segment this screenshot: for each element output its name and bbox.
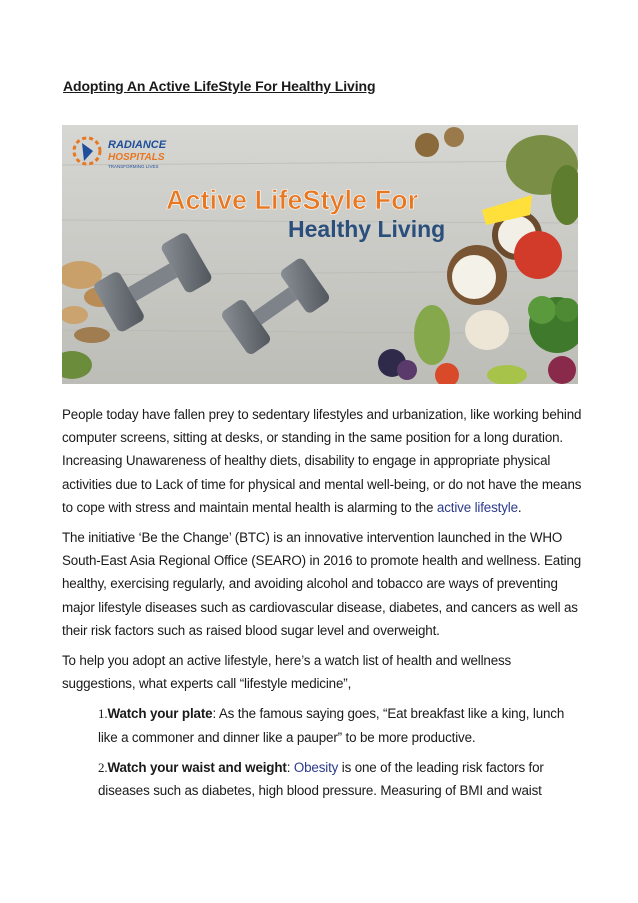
paragraph-1-end: . xyxy=(517,499,522,515)
paragraph-1-text: People today have fallen prey to sedentary lifestyles and urbanization, like working behind computer screens, sitting at desks, or standing in the same position for a long duration. Increasing Unawareness of healthy diets, disability to engage in appropriate physical activities due to Lack of time for physical and mental well-being, or do not have the means to cope with stress and maintain mental health is alarming to the xyxy=(62,407,582,515)
active-lifestyle-link[interactable]: active lifestyle xyxy=(436,499,518,515)
hero-image xyxy=(62,125,578,384)
article-body xyxy=(62,403,582,809)
list-heading: Watch your waist and weight xyxy=(107,759,287,775)
page-title: Adopting An Active LifeStyle For Healthy Living xyxy=(63,78,376,94)
list-number: 2. xyxy=(98,759,108,775)
list-heading: Watch your plate xyxy=(107,706,213,722)
hero-headline-line2: Healthy Living xyxy=(288,216,446,242)
list-text: is one of the leading risk factors for diseases such as diabetes, high blood pressure. Measuring of BMI and waist xyxy=(98,759,544,799)
list-item xyxy=(98,702,582,748)
paragraph-3: To help you adopt an active lifestyle, here’s a watch list of health and wellness suggestions, what experts call “lifestyle medicine”, xyxy=(62,653,512,692)
logo-line1: RADIANCE xyxy=(108,139,167,151)
hero-headline-line1: Active LifeStyle For xyxy=(166,185,419,215)
logo-line2: HOSPITALS xyxy=(108,152,165,163)
list-text: : As the famous saying goes, “Eat breakfast like a king, lunch like a commoner and dinner like a pauper” to be more productive. xyxy=(98,706,565,745)
list-number: 1. xyxy=(98,706,108,722)
paragraph-1 xyxy=(62,403,582,519)
list-text-pre: : xyxy=(286,759,294,775)
suggestion-list xyxy=(62,702,582,802)
logo-tagline: TRANSFORMING LIVES xyxy=(108,164,159,169)
list-item xyxy=(98,756,582,802)
paragraph-2: The initiative ‘Be the Change’ (BTC) is an innovative intervention launched in the WHO South-East Asia Regional Office (SEARO) in 2016 to promote health and wellness. Eating healthy, exercising regularly, and avoiding alcohol and tobacco are ways of preventing major lifestyle diseases such as cardiovascular disease, diabetes, and cancers as well as their risk factors such as raised blood sugar level and overweight. xyxy=(62,530,582,638)
obesity-link[interactable]: Obesity xyxy=(293,759,339,775)
